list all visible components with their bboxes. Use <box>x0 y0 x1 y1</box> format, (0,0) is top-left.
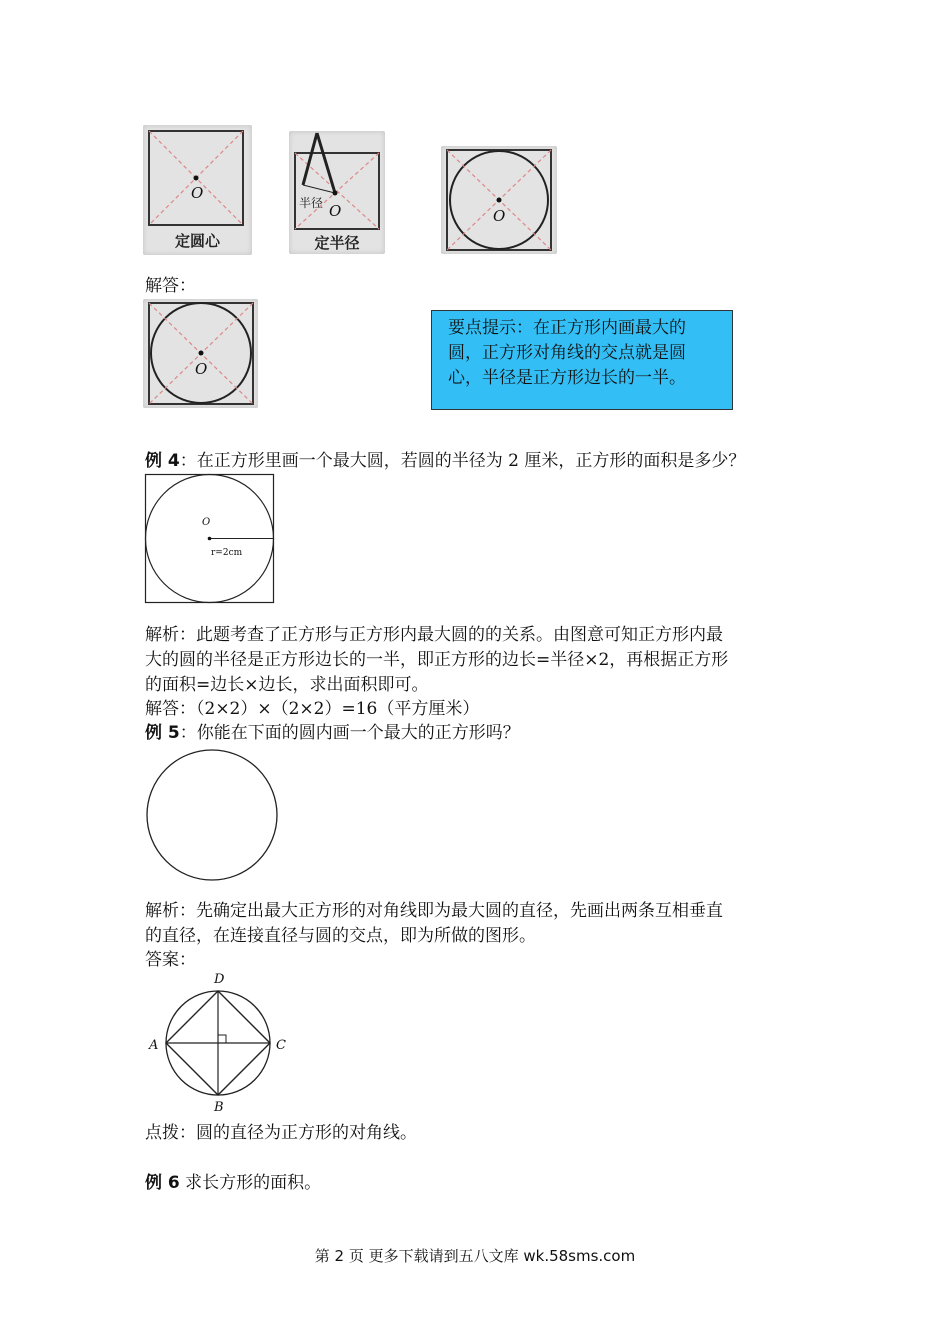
answer-circle-drawing <box>143 299 258 408</box>
example-5-question <box>145 721 520 746</box>
center-label: O <box>202 517 211 528</box>
example-5-analysis: 解析：先确定出最大正方形的对角线即为最大圆的直径，先画出两条互相垂直 <box>145 901 723 921</box>
example-5-answer-figure <box>163 988 273 1098</box>
point-a-label: A <box>149 1038 159 1053</box>
center-label: O <box>329 202 342 220</box>
inscribed-circle-drawing <box>441 146 557 254</box>
hint-line: 要点提示：在正方形内画最大的 <box>448 318 686 338</box>
example-label: 例 5 <box>145 723 180 743</box>
example-6-question <box>145 1171 321 1196</box>
key-point-hint-box <box>431 310 733 410</box>
hint-line: 心，半径是正方形边长的一半。 <box>448 368 686 388</box>
figure-set-radius <box>289 131 385 254</box>
question-text: 求长方形的面积。 <box>179 1173 322 1193</box>
example-4-figure <box>144 473 276 605</box>
center-label: O <box>493 207 506 225</box>
example-label: 例 4 <box>145 451 180 471</box>
radius-label: r=2cm <box>211 548 243 558</box>
hint-line: 圆，正方形对角线的交点就是圆 <box>448 343 686 363</box>
example-4-analysis: 的面积=边长×边长，求出面积即可。 <box>145 675 429 695</box>
example-4-analysis: 大的圆的半径是正方形边长的一半，即正方形的边长=半径×2，再根据正方形 <box>145 650 729 670</box>
example-4-question <box>145 449 745 474</box>
example-5-analysis: 的直径，在连接直径与圆的交点，即为所做的图形。 <box>145 926 536 946</box>
example-4-analysis: 解析：此题考查了正方形与正方形内最大圆的的关系。由图意可知正方形内最 <box>145 625 723 645</box>
figure-caption: 定圆心 <box>174 232 220 250</box>
center-label: O <box>191 184 204 202</box>
point-b-label: B <box>214 1100 224 1115</box>
page-footer: 第 2 页 更多下载请到五八文库 wk.58sms.com <box>314 1247 636 1265</box>
point-d-label: D <box>214 972 225 987</box>
example-4-answer: 解答：（2×2）×（2×2）=16（平方厘米） <box>145 699 480 719</box>
example-5-empty-circle <box>144 747 280 883</box>
point-c-label: C <box>276 1038 286 1053</box>
question-text: ：在正方形里画一个最大圆，若圆的半径为 2 厘米，正方形的面积是多少？ <box>179 451 746 471</box>
center-label: O <box>195 360 208 378</box>
example-5-answer-label: 答案： <box>145 950 196 970</box>
figure-answer-circle <box>143 299 258 408</box>
answer-label: 解答： <box>145 276 196 296</box>
figure-caption: 定半径 <box>314 234 360 252</box>
figure-draw-circle <box>441 146 557 254</box>
example-label: 例 6 <box>145 1173 180 1193</box>
figure-locate-center <box>143 125 252 255</box>
question-text: ：你能在下面的圆内画一个最大的正方形吗？ <box>179 723 520 743</box>
example-5-tip: 点拨：圆的直径为正方形的对角线。 <box>145 1123 417 1143</box>
radius-label: 半径 <box>299 196 324 210</box>
